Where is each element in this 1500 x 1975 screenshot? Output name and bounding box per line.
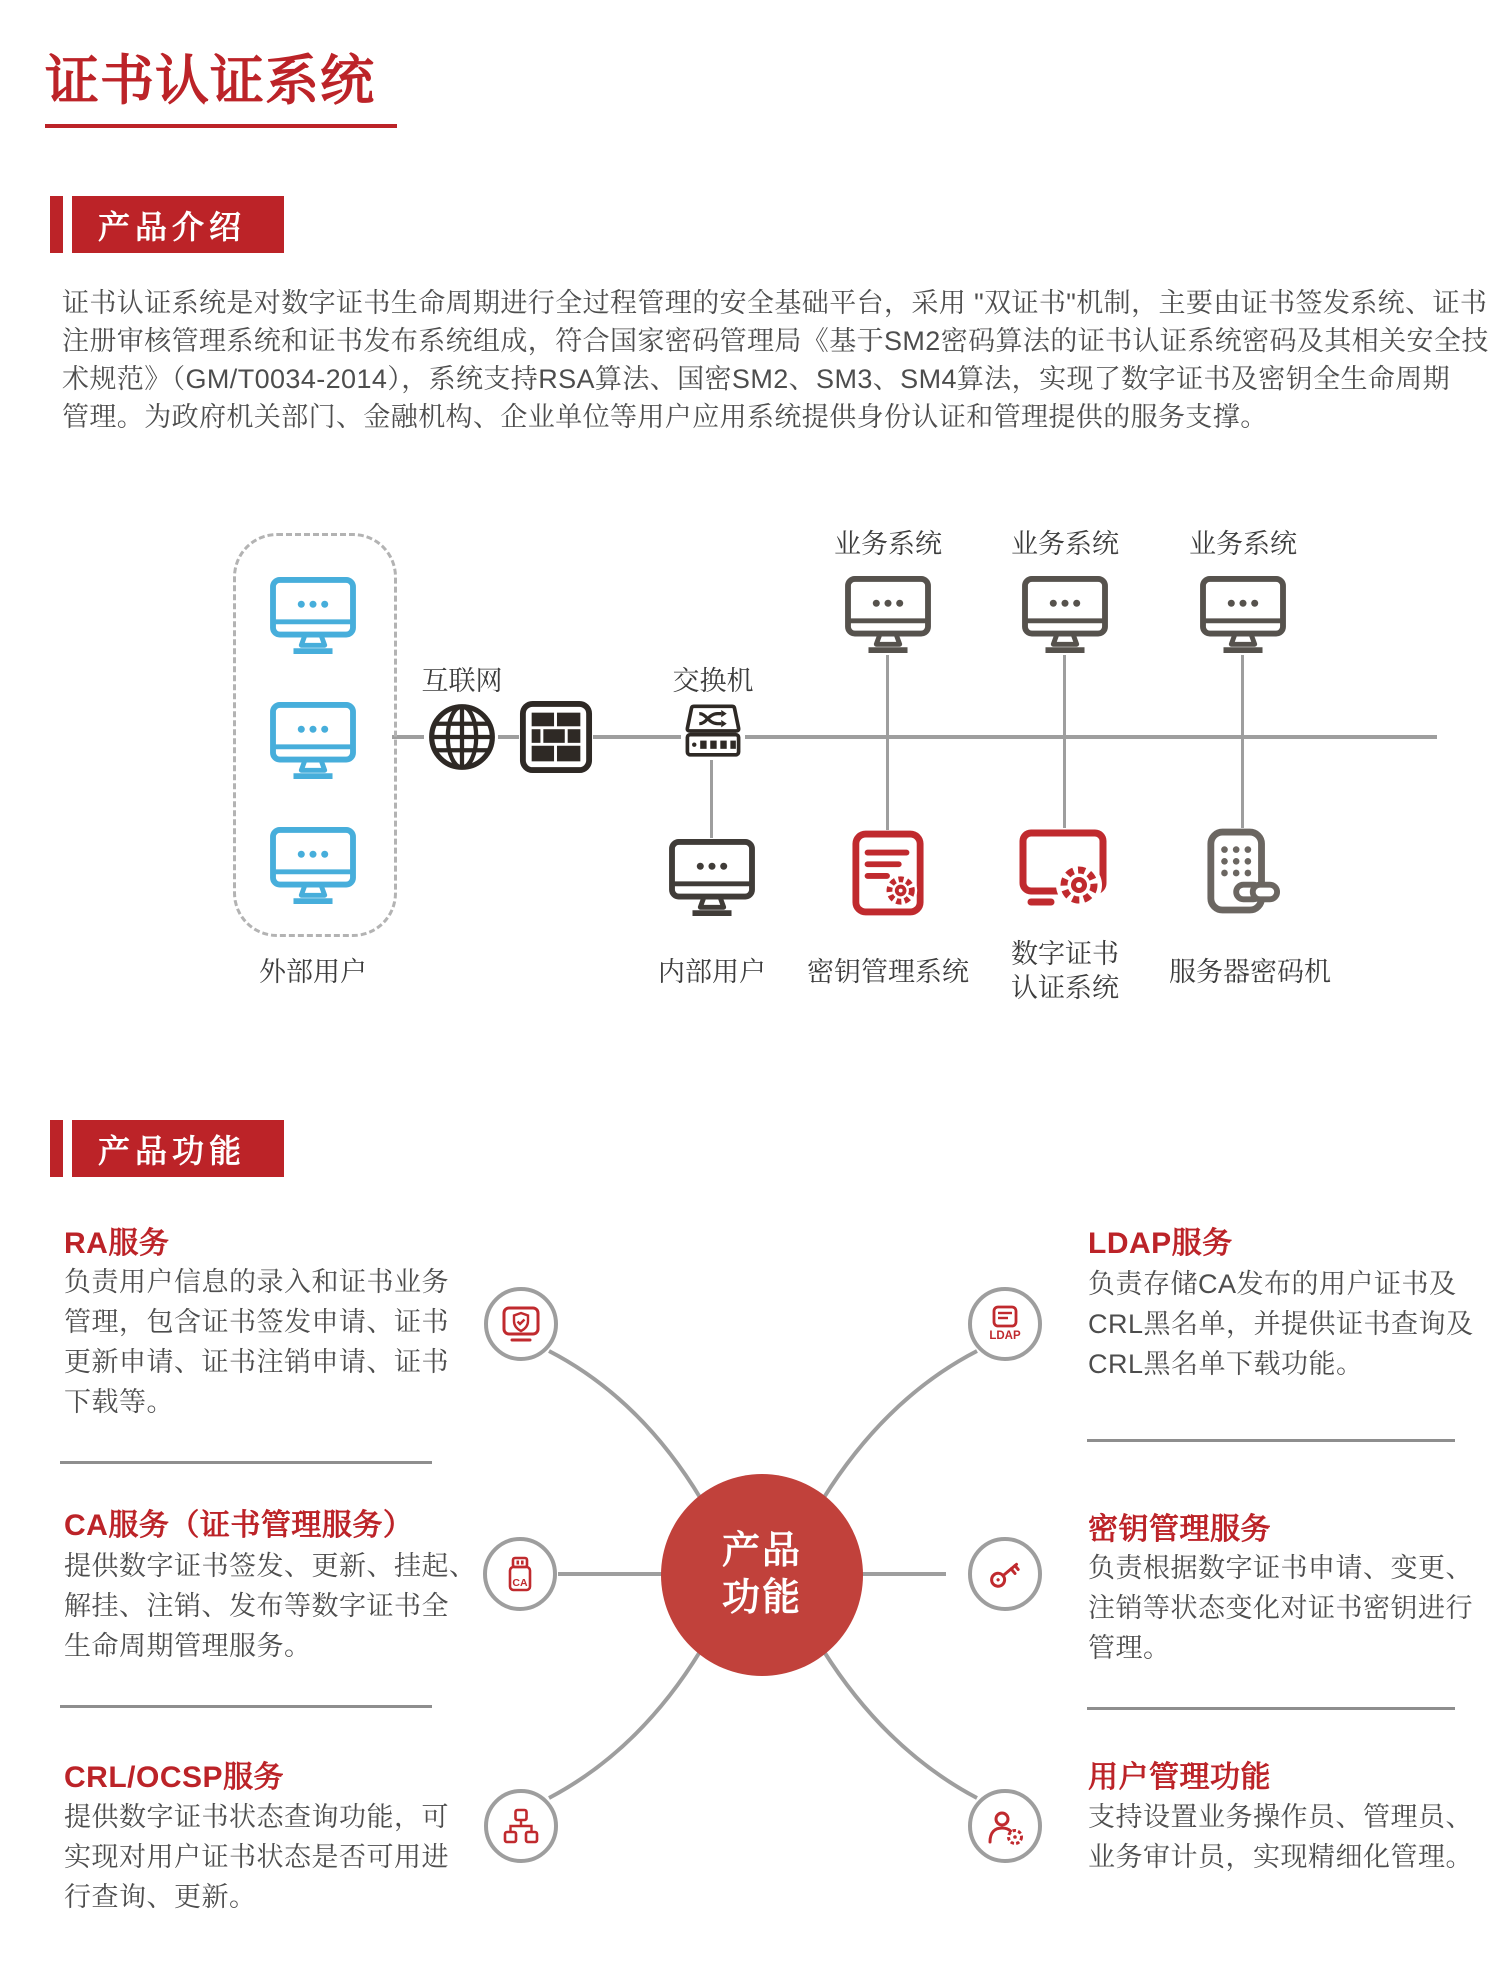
- hub-center-circle: [661, 1474, 863, 1676]
- intro-paragraph: [62, 284, 1489, 436]
- ldap-icon-text: LDAP: [989, 1330, 1021, 1342]
- feature-body-ldap: [1088, 1264, 1474, 1384]
- network-line: [497, 735, 520, 739]
- feature-line: 支持设置业务操作员、管理员、: [1088, 1802, 1473, 1832]
- feature-line: CRL黑名单下载功能。: [1088, 1349, 1364, 1379]
- hub-node-key: [968, 1537, 1042, 1611]
- ca-usb-token-icon: [498, 1552, 542, 1596]
- paragraph-line: 证书认证系统是对数字证书生命周期进行全过程管理的安全基础平台，采用 "双证书"机制，主要由证书签发系统、证书: [62, 288, 1488, 318]
- intro-accent-bar: [50, 196, 63, 253]
- feature-title-crl: CRL/OCSP服务: [64, 1761, 285, 1794]
- hub-node-usermgmt: [968, 1789, 1042, 1863]
- intro-section-header: [72, 196, 284, 253]
- feature-line: 提供数字证书签发、更新、挂起、: [64, 1551, 477, 1581]
- feature-line: 负责用户信息的录入和证书业务: [64, 1267, 449, 1297]
- feature-body-ra: [64, 1262, 449, 1422]
- hub-node-ldap: [968, 1287, 1042, 1361]
- shield-monitor-icon: [499, 1302, 543, 1346]
- paragraph-line: 管理。为政府机关部门、金融机构、企业单位等用户应用系统提供身份认证和管理提供的服务支撑。: [62, 402, 1268, 432]
- business-system-label: 业务系统: [1189, 529, 1297, 559]
- ca-system-label-line2: 认证系统: [1011, 973, 1119, 1003]
- feature-line: 管理。: [1088, 1633, 1171, 1663]
- hub-center-line1: 产品: [721, 1530, 802, 1572]
- feature-line: CRL黑名单，并提供证书查询及: [1088, 1309, 1474, 1339]
- feature-body-usermgmt: [1088, 1797, 1473, 1877]
- globe-icon: [426, 701, 498, 773]
- intro-header-label: 产品介绍: [98, 208, 247, 245]
- computer-icon: [269, 576, 357, 656]
- switch-label: 交换机: [672, 666, 754, 696]
- switch-icon: [681, 702, 745, 760]
- feature-line: 注销等状态变化对证书密钥进行: [1088, 1593, 1473, 1623]
- cipher-machine-label: 服务器密码机: [1169, 957, 1331, 987]
- computer-icon: [844, 575, 932, 655]
- computer-icon: [668, 838, 756, 918]
- hub-node-crl: [484, 1789, 558, 1863]
- network-line: [1063, 654, 1066, 830]
- external-users-label: 外部用户: [259, 957, 367, 987]
- feature-line: 负责存储CA发布的用户证书及: [1088, 1269, 1457, 1299]
- network-line: [744, 735, 1437, 739]
- network-line: [592, 735, 682, 739]
- computer-icon: [1021, 575, 1109, 655]
- internet-label: 互联网: [421, 666, 503, 696]
- kms-label: 密钥管理系统: [807, 957, 969, 987]
- feature-line: 下载等。: [64, 1387, 174, 1417]
- hub-node-ra: [484, 1287, 558, 1361]
- certificate-authority-system-icon: [1019, 828, 1111, 914]
- network-line: [710, 758, 713, 838]
- feature-line: 提供数字证书状态查询功能，可: [64, 1802, 449, 1832]
- feature-title-usermgmt: 用户管理功能: [1088, 1761, 1271, 1794]
- computer-icon: [269, 701, 357, 781]
- feature-line: 负责根据数字证书申请、变更、: [1088, 1553, 1473, 1583]
- feature-body-crl: [64, 1797, 449, 1917]
- feature-line: 更新申请、证书注销申请、证书: [64, 1347, 449, 1377]
- feature-body-keymgmt: [1088, 1548, 1473, 1668]
- feature-body-ca: [64, 1546, 477, 1666]
- title-underline: [45, 124, 397, 128]
- hub-node-ca: [483, 1537, 557, 1611]
- business-system-label: 业务系统: [834, 529, 942, 559]
- key-management-system-icon: [851, 830, 925, 916]
- network-line: [1241, 654, 1244, 830]
- feature-line: 解挂、注销、发布等数字证书全: [64, 1591, 449, 1621]
- features-section-header: [72, 1120, 284, 1177]
- cipher-machine-icon: [1205, 828, 1281, 918]
- divider: [60, 1705, 432, 1708]
- feature-line: 实现对用户证书状态是否可用进: [64, 1842, 449, 1872]
- key-icon: [983, 1552, 1027, 1596]
- page-title: 证书认证系统: [45, 51, 375, 111]
- features-header-label: 产品功能: [98, 1132, 247, 1169]
- feature-title-ca: CA服务（证书管理服务）: [64, 1509, 414, 1542]
- feature-line: 管理，包含证书签发申请、证书: [64, 1307, 449, 1337]
- feature-line: 业务审计员，实现精细化管理。: [1088, 1842, 1473, 1872]
- internal-user-label: 内部用户: [658, 957, 766, 987]
- network-line: [886, 654, 889, 832]
- ca-system-label-line1: 数字证书: [1011, 939, 1119, 969]
- ca-icon-text: CA: [512, 1577, 528, 1589]
- features-accent-bar: [50, 1120, 63, 1177]
- divider: [60, 1461, 432, 1464]
- feature-title-keymgmt: 密钥管理服务: [1088, 1513, 1271, 1546]
- firewall-icon: [519, 700, 593, 774]
- cluster-icon: [499, 1804, 543, 1848]
- feature-line: 行查询、更新。: [64, 1882, 257, 1912]
- ldap-document-icon: [983, 1302, 1027, 1346]
- feature-title-ra: RA服务: [64, 1227, 170, 1260]
- business-system-label: 业务系统: [1011, 529, 1119, 559]
- feature-title-ldap: LDAP服务: [1088, 1227, 1233, 1260]
- divider: [1087, 1439, 1455, 1442]
- paragraph-line: 术规范》（GM/T0034-2014），系统支持RSA算法、国密SM2、SM3、SM4算法，实现了数字证书及密钥全生命周期: [62, 364, 1451, 394]
- divider: [1087, 1707, 1455, 1710]
- computer-icon: [1199, 575, 1287, 655]
- feature-line: 生命周期管理服务。: [64, 1631, 312, 1661]
- hub-center-line2: 功能: [721, 1577, 802, 1619]
- user-gear-icon: [983, 1804, 1027, 1848]
- paragraph-line: 注册审核管理系统和证书发布系统组成，符合国家密码管理局《基于SM2密码算法的证书认证系统密码及其相关安全技: [62, 326, 1489, 356]
- computer-icon: [269, 826, 357, 906]
